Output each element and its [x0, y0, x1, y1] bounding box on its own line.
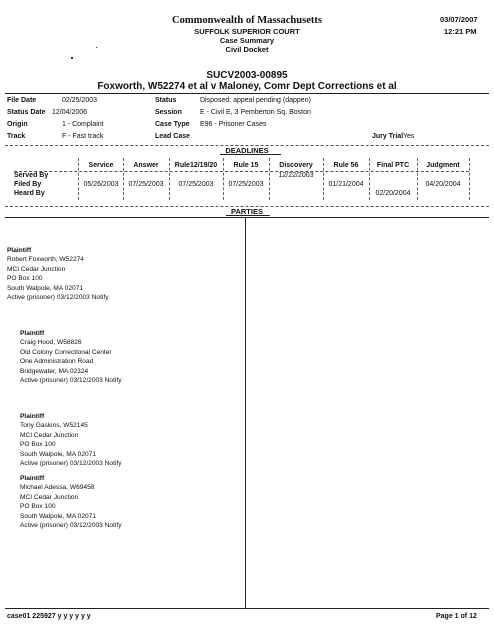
filed-rule56: 01/21/2004 — [328, 181, 364, 188]
party-address-line: MCI Cedar Junction — [7, 265, 66, 273]
party-status: Active (prisoner) 03/12/2003 Notify — [20, 460, 122, 468]
col-discovery: Discovery — [279, 162, 313, 169]
parties-title: PARTIES — [231, 207, 263, 216]
lead-case-label: Lead Case — [155, 133, 191, 140]
col-sep — [469, 158, 470, 200]
party-address-line: One Administration Road — [20, 358, 94, 366]
filed-service: 05/26/2003 — [83, 181, 119, 188]
track-label: Track — [7, 133, 26, 140]
col-sep — [169, 158, 170, 200]
party-address-line: MCI Cedar Junction — [20, 493, 79, 501]
case-title: Foxworth, W52274 et al v Maloney, Comr Dept Corrections et al — [97, 81, 397, 92]
deadlines-underline — [220, 154, 281, 155]
party-address-line: South Walpole, MA 02071 — [20, 450, 96, 458]
col-final-ptc: Final PTC — [376, 162, 410, 169]
col-judgment: Judgment — [426, 162, 460, 169]
deadlines-header-rule — [14, 171, 469, 172]
party-name: Michael Adessa, W69458 — [20, 484, 95, 492]
col-rule12: Rule12/19/20 — [174, 162, 218, 169]
doc-type: Case Summary — [219, 36, 275, 45]
col-sep — [269, 158, 270, 200]
session-value: E - Civil E, 3 Pemberton Sq, Boston — [200, 109, 311, 116]
party-address-line: South Walpole, MA 02071 — [7, 284, 83, 292]
party-entry — [20, 412, 122, 468]
party-role: Plaintiff — [20, 330, 45, 337]
col-sep — [123, 158, 124, 200]
parties-divider — [245, 217, 246, 609]
filed-judgment: 04/20/2004 — [425, 181, 461, 188]
col-sep — [417, 158, 418, 200]
jury-trial-label: Jury Trial — [372, 133, 404, 140]
party-address-line: Old Colony Correctional Center — [20, 348, 112, 356]
row-heard-by-label: Heard By — [14, 190, 45, 197]
jury-trial-value: Yes — [403, 133, 415, 140]
party-name: Tony Gaskins, W52145 — [20, 422, 88, 430]
footer-rule — [5, 608, 489, 609]
party-status: Active (prisoner) 03/12/2003 Notify — [7, 294, 109, 302]
deadlines-title: DEADLINES — [225, 146, 269, 155]
track-value: F - Fast track — [62, 133, 104, 140]
party-entry — [7, 246, 109, 302]
status-date-label: Status Date — [7, 109, 46, 116]
col-sep — [78, 158, 79, 200]
print-time: 12:21 PM — [444, 27, 477, 36]
col-sep — [223, 158, 224, 200]
footer-ref: case01 225927 y y y y y y — [7, 613, 91, 620]
col-service: Service — [88, 162, 114, 169]
status-date-value: 12/04/2006 — [52, 109, 88, 116]
parties-rule — [5, 217, 489, 218]
speck — [96, 47, 97, 48]
party-name: Robert Foxworth, W52274 — [7, 256, 84, 264]
status-label: Status — [155, 97, 177, 104]
filed-rule12: 07/25/2003 — [178, 181, 214, 188]
party-address-line: PO Box 100 — [7, 275, 43, 283]
row-filed-by-label: Filed By — [14, 181, 42, 188]
origin-value: 1 - Complaint — [62, 121, 104, 128]
filed-rule15: 07/25/2003 — [228, 181, 264, 188]
party-address-line: Bridgewater, MA 02324 — [20, 367, 89, 375]
party-name: Craig Hood, W58826 — [20, 339, 82, 347]
court-name: SUFFOLK SUPERIOR COURT — [194, 27, 300, 36]
col-sep — [323, 158, 324, 200]
row-served-by-label: Served By — [14, 172, 49, 179]
case-type-label: Case Type — [155, 121, 190, 128]
party-address-line: MCI Cedar Junction — [20, 431, 79, 439]
title-rule — [5, 93, 489, 94]
party-role: Plaintiff — [20, 475, 45, 482]
party-entry — [20, 329, 122, 385]
col-rule56: Rule 56 — [333, 162, 359, 169]
party-status: Active (prisoner) 03/12/2003 Notify — [20, 377, 122, 385]
print-date: 03/07/2007 — [440, 15, 478, 24]
party-role: Plaintiff — [7, 247, 32, 254]
col-rule15: Rule 15 — [233, 162, 259, 169]
party-address-line: PO Box 100 — [20, 441, 56, 449]
page-number: Page 1 of 12 — [436, 613, 477, 620]
parties-underline — [226, 215, 270, 216]
col-answer: Answer — [133, 162, 159, 169]
case-number: SUCV2003-00895 — [206, 70, 288, 81]
served-discovery: 12/22/2003 — [278, 172, 314, 179]
party-status: Active (prisoner) 03/12/2003 Notify — [20, 522, 122, 530]
file-date-label: File Date — [7, 97, 37, 104]
session-label: Session — [155, 109, 182, 116]
status-value: Disposed: appeal pending (dappen) — [200, 97, 311, 104]
docket-type: Civil Docket — [225, 45, 269, 54]
file-date-value: 02/25/2003 — [62, 97, 98, 104]
heard-final-ptc: 02/20/2004 — [375, 190, 411, 197]
court-commonwealth: Commonwealth of Massachusetts — [172, 15, 322, 26]
party-entry — [20, 474, 122, 530]
case-type-value: E96 - Prisoner Cases — [200, 121, 267, 128]
party-address-line: PO Box 100 — [20, 503, 56, 511]
filed-answer: 07/25/2003 — [128, 181, 164, 188]
party-address-line: South Walpole, MA 02071 — [20, 512, 96, 520]
origin-label: Origin — [7, 121, 28, 128]
party-role: Plaintiff — [20, 413, 45, 420]
col-sep — [369, 158, 370, 200]
speck — [71, 57, 73, 59]
